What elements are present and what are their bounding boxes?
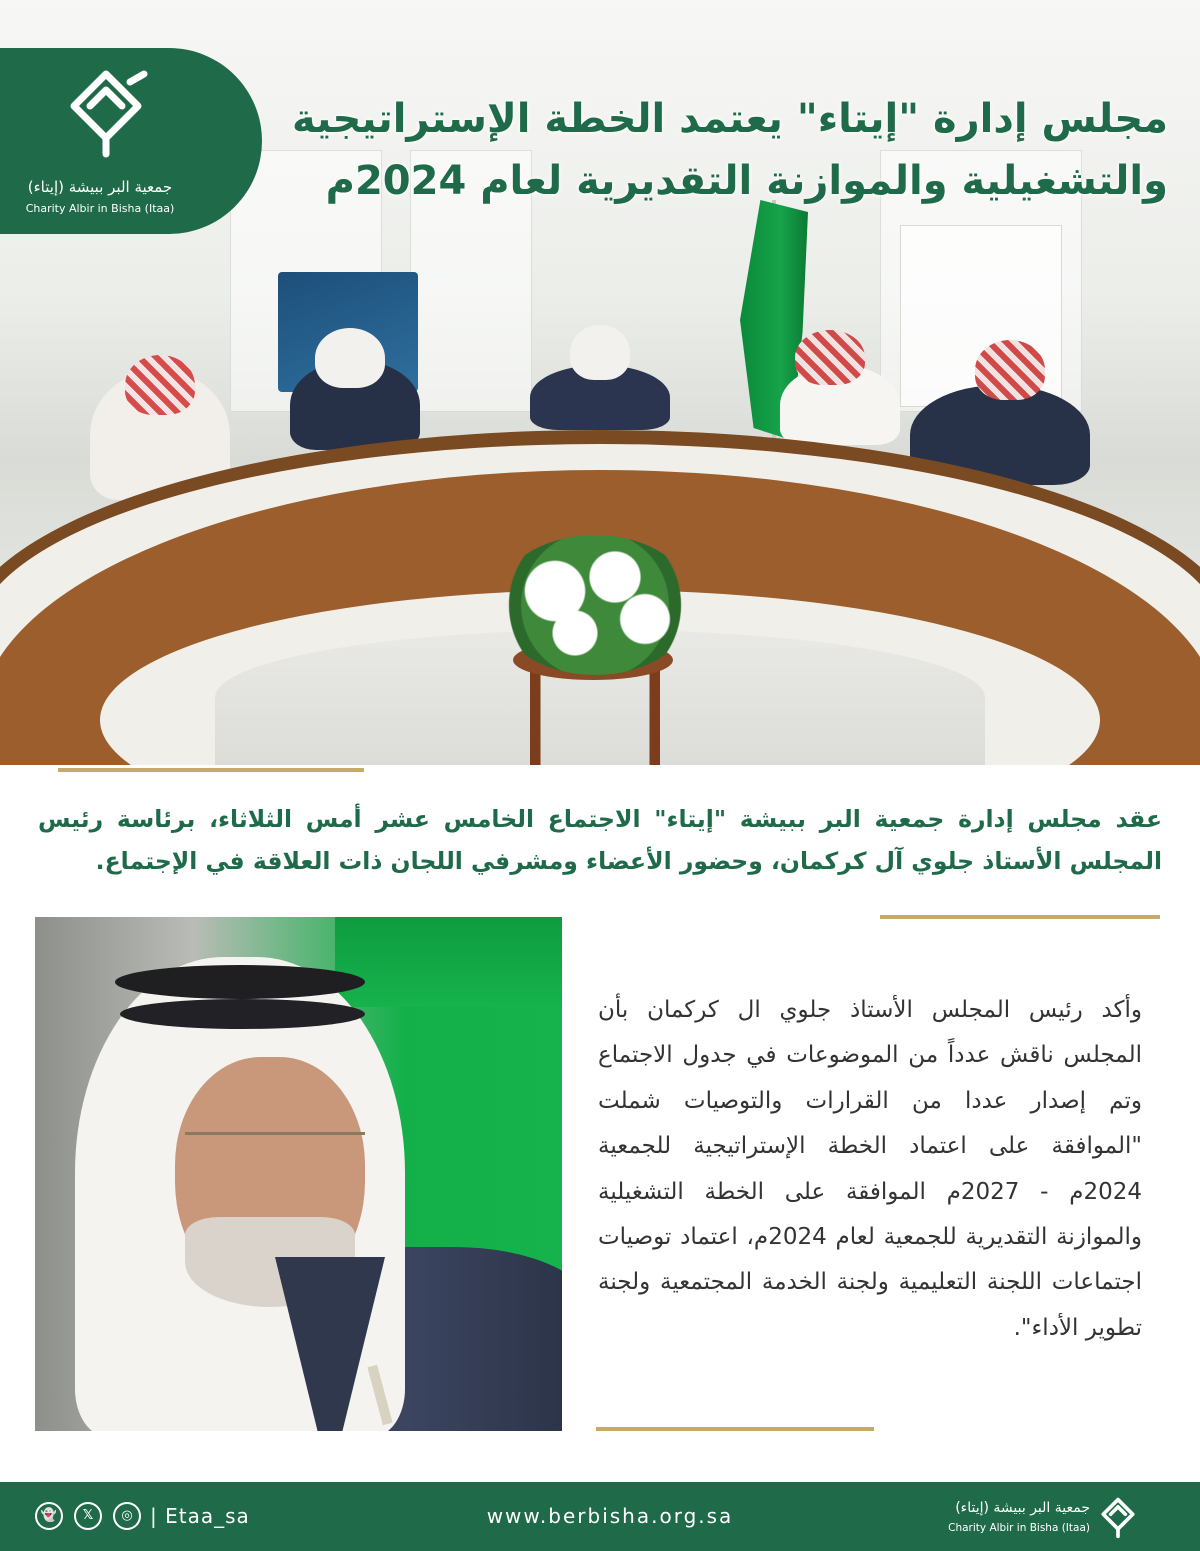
portrait-flag [335,917,562,1007]
badge-org-name-ar: جمعية البر ببيشة (إيتاء) [27,178,173,196]
attendee-head [125,355,195,415]
chairman-portrait [35,917,562,1431]
website-link[interactable]: www.berbisha.org.sa [486,1504,734,1528]
flower-arrangement [495,535,695,675]
portrait-agal [115,965,365,999]
lead-paragraph: عقد مجلس إدارة جمعية البر ببيشة "إيتاء" الاجتماع الخامس عشر أمس الثلاثاء، برئاسة رئيس المجلس الأستاذ جلوي آل كركمان، وحضور الأعضاء ومشرفي اللجان ذات العلاقة في الإجتماع. [38,805,1162,875]
itaa-logo-icon [1096,1494,1140,1540]
attendee-head [315,328,385,388]
headline [288,88,1168,212]
attendee-head [975,340,1045,400]
headline-line-2: والتشغيلية والموازنة التقديرية لعام 2024م [325,158,1168,204]
x-icon[interactable]: 𝕏 [74,1502,102,1530]
logo-badge [0,48,262,234]
itaa-logo-icon [60,62,152,162]
footer-org-name-ar: جمعية البر ببيشة (إيتاء) [955,1500,1090,1516]
snapchat-icon[interactable]: 👻 [35,1502,63,1530]
badge-org-name-en: Charity Albir in Bisha (Itaa) [25,202,175,215]
gold-divider [596,1427,874,1431]
gold-divider [880,915,1160,919]
footer-org-name-en: Charity Albir in Bisha (Itaa) [948,1522,1090,1534]
social-handle[interactable]: | Etaa_sa [150,1504,250,1528]
attendee-head [570,325,630,380]
body-paragraph: وأكد رئيس المجلس الأستاذ جلوي ال كركمان بأن المجلس ناقش عدداً من الموضوعات في جدول الاجتماع وتم إصدار عددا من القرارات والتوصيات شملت "الموافقة على اعتماد الخطة الإستراتيجية للجمعية 2024م - 2027م الموافقة على الخطة التشغيلية والموازنة التقديرية للجمعية لعام 2024م، اعتماد توصيات اجتماعات اللجنة التعليمية ولجنة الخدمة المجتمعية ولجنة تطوير الأداء". [598,997,1142,1341]
footer [0,1482,1200,1551]
attendee-head [795,330,865,385]
portrait-glasses [185,1132,365,1165]
headline-line-1: مجلس إدارة "إيتاء" يعتمد الخطة الإستراتيجية [291,96,1168,142]
gold-divider [58,768,364,772]
portrait-agal [120,999,365,1029]
instagram-icon[interactable]: ◎ [113,1502,141,1530]
